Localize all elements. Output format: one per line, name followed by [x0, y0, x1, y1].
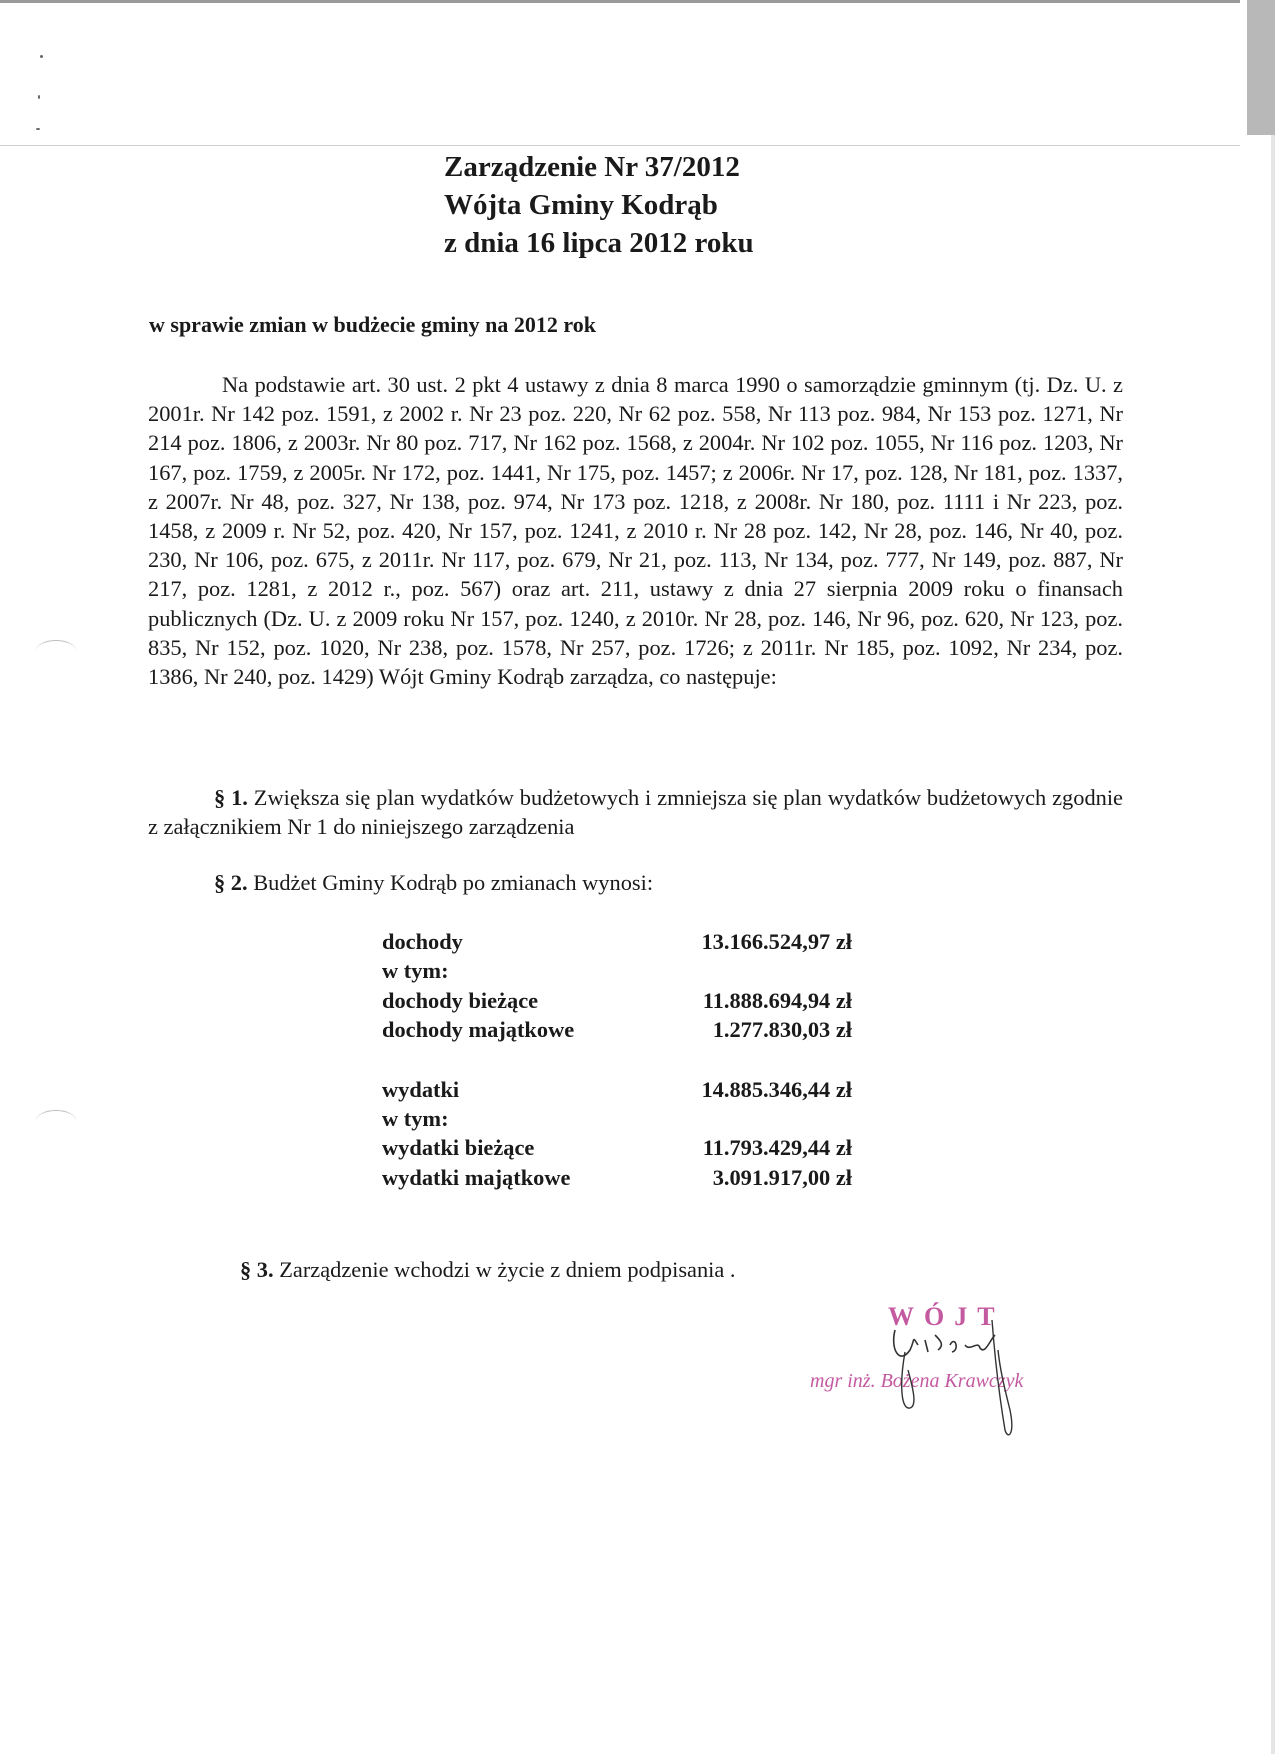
section-mark: § 1. — [214, 785, 248, 810]
title-line: Zarządzenie Nr 37/2012 — [444, 151, 740, 183]
scan-speck — [40, 55, 43, 58]
budget-label: dochody majątkowe — [382, 1017, 575, 1043]
section-text: Zwiększa się plan wydatków budżetowych i zmniejsza się plan wydatków budżetowych zgodnie z załącznikiem Nr 1 do niniejszego zarządzenia — [148, 785, 1123, 839]
budget-label: dochody bieżące — [382, 987, 539, 1013]
legal-basis-paragraph: Na podstawie art. 30 ust. 2 pkt 4 ustawy z dnia 8 marca 1990 o samorządzie gminnym (tj. Dz. U. z 2001r. Nr 142 poz. 1591, z 2002 r. Nr 23 poz. 220, Nr 62 poz. 558, Nr 113 poz. 984, Nr 153 poz. 1271, Nr 214 poz. 1806, z 2003r. Nr 80 poz. 717, Nr 162 poz. 1568, z 2004r. Nr 102 poz. 1055, Nr 116 poz. 1203, Nr 167, poz. 1759, z 2005r. Nr 172, poz. 1441, Nr 175, poz. 1457; z 2006r. Nr 17, poz. 128, Nr 181, poz. 1337, z 2007r. Nr 48, poz. 327, Nr 138, poz. 974, Nr 173 poz. 1218, z 2008r. Nr 180, poz. 1111 i Nr 223, poz. 1458, z 2009 r. Nr 52, poz. 420, Nr 157, poz. 1241, z 2010 r. Nr 28 poz. 142, Nr 28, poz. 146, Nr 40, poz. 230, Nr 106, poz. 675, z 2011r. Nr 117, poz. 679, Nr 21, poz. 113, Nr 134, poz. 777, Nr 149, poz. 887, Nr 217, poz. 1281, z 2012 r., poz. 567) oraz art. 211, ustawy z dnia 27 sierpnia 2009 roku o finansach publicznych (Dz. U. z 2009 roku Nr 157, poz. 1240, z 2010r. Nr 28, poz. 146, Nr 96, poz. 620, Nr 123, poz. 835, Nr 152, poz. 1020, Nr 238, poz. 1578, Nr 257, poz. 1726; z 2011r. Nr 185, poz. 1092, Nr 234, poz. 1386, Nr 240, poz. 1429) Wójt Gminy Kodrąb zarządza, co następuje: — [148, 372, 1123, 690]
budget-amount: 1.277.830,03 zł — [712, 1017, 852, 1043]
handwritten-signature — [800, 1290, 1100, 1440]
budget-label: wydatki bieżące — [382, 1135, 535, 1161]
budget-amount: 11.888.694,94 zł — [702, 987, 852, 1013]
section-1 — [148, 783, 1123, 841]
budget-amount: 13.166.524,97 zł — [701, 929, 852, 954]
budget-row — [382, 927, 852, 956]
budget-row — [382, 1075, 852, 1104]
section-text: Budżet Gminy Kodrąb po zmianach wynosi: — [253, 870, 654, 895]
scan-punch-hole-mark — [36, 1110, 76, 1131]
budget-row — [382, 1104, 852, 1133]
budget-label: wydatki majątkowe — [382, 1164, 571, 1190]
title-line: Wójta Gminy Kodrąb — [444, 189, 718, 221]
section-mark: § 2. — [214, 870, 248, 895]
budget-row — [382, 1015, 852, 1044]
scan-edge-right-strip — [1271, 135, 1275, 1754]
scan-speck — [38, 95, 40, 99]
scan-punch-hole-mark — [36, 640, 76, 661]
budget-label: w tym: — [382, 958, 449, 984]
scan-speck — [36, 128, 40, 130]
scan-edge-top — [0, 0, 1240, 3]
budget-row — [382, 956, 852, 985]
budget-table — [382, 927, 852, 1192]
budget-label: wydatki — [382, 1076, 460, 1102]
section-2 — [214, 870, 653, 896]
title-line: z dnia 16 lipca 2012 roku — [444, 227, 754, 259]
stamp-name: mgr inż. Bożena Krawczyk — [810, 1370, 1024, 1392]
budget-row — [382, 1133, 852, 1162]
budget-row — [382, 986, 852, 1015]
budget-label: w tym: — [382, 1105, 449, 1131]
document-title — [444, 148, 864, 262]
stamp-title: WÓJT — [888, 1302, 1005, 1331]
section-mark: § 3. — [240, 1257, 274, 1282]
official-stamp — [800, 1290, 1100, 1440]
budget-amount: 11.793.429,44 zł — [702, 1135, 852, 1161]
document-subject: w sprawie zmian w budżecie gminy na 2012 rok — [149, 312, 596, 337]
section-3 — [240, 1257, 736, 1283]
section-text: Zarządzenie wchodzi w życie z dniem podpisania . — [279, 1257, 736, 1282]
scan-edge-right — [1247, 0, 1275, 135]
budget-amount: 14.885.346,44 zł — [701, 1076, 852, 1102]
budget-amount: 3.091.917,00 zł — [712, 1164, 852, 1190]
scan-fold-line — [0, 145, 1240, 146]
budget-label: dochody — [382, 929, 463, 954]
budget-row — [382, 1163, 852, 1192]
